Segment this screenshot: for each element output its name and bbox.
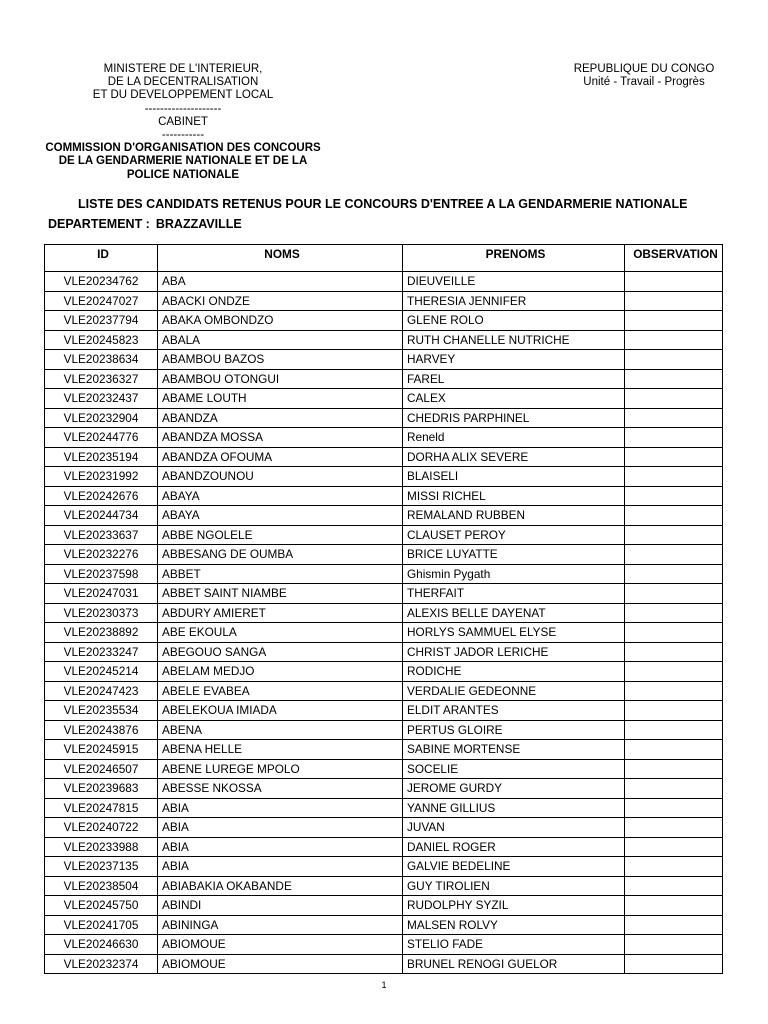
document-title: LISTE DES CANDIDATS RETENUS POUR LE CONCOURS D'ENTREE A LA GENDARMERIE NATIONALE bbox=[78, 197, 688, 211]
cell-prenom: Reneld bbox=[403, 428, 625, 448]
table-row bbox=[45, 428, 723, 448]
cell-prenom: MISSI RICHEL bbox=[403, 486, 625, 506]
cell-prenom: PERTUS GLOIRE bbox=[403, 720, 625, 740]
cell-id: VLE20244776 bbox=[45, 428, 158, 448]
cell-observation bbox=[625, 545, 723, 565]
cell-nom: ABAYA bbox=[158, 506, 403, 526]
cell-nom: ABAYA bbox=[158, 486, 403, 506]
cell-prenom: HARVEY bbox=[403, 350, 625, 370]
cell-id: VLE20232904 bbox=[45, 408, 158, 428]
table-row bbox=[45, 740, 723, 760]
cell-nom: ABANDZOUNOU bbox=[158, 467, 403, 487]
commission-line-2: DE LA GENDARMERIE NATIONALE ET DE LA bbox=[58, 155, 308, 168]
cell-observation bbox=[625, 935, 723, 955]
table-row bbox=[45, 311, 723, 331]
cell-id: VLE20245214 bbox=[45, 662, 158, 682]
cell-id: VLE20237794 bbox=[45, 311, 158, 331]
table-row bbox=[45, 408, 723, 428]
cell-observation bbox=[625, 408, 723, 428]
column-header-prenoms: PRENOMS bbox=[403, 245, 625, 272]
cell-prenom: ELDIT ARANTES bbox=[403, 701, 625, 721]
table-row bbox=[45, 954, 723, 974]
cell-id: VLE20247027 bbox=[45, 291, 158, 311]
cell-nom: ABALA bbox=[158, 330, 403, 350]
cell-id: VLE20245915 bbox=[45, 740, 158, 760]
cell-id: VLE20238634 bbox=[45, 350, 158, 370]
cell-observation bbox=[625, 915, 723, 935]
cell-prenom: CLAUSET PEROY bbox=[403, 525, 625, 545]
department-label: DEPARTEMENT : bbox=[48, 217, 150, 231]
cell-prenom: BRICE LUYATTE bbox=[403, 545, 625, 565]
table-row bbox=[45, 798, 723, 818]
cell-id: VLE20247423 bbox=[45, 681, 158, 701]
cell-observation bbox=[625, 447, 723, 467]
cell-id: VLE20238504 bbox=[45, 876, 158, 896]
cell-nom: ABBET SAINT NIAMBE bbox=[158, 584, 403, 604]
cell-nom: ABBET bbox=[158, 564, 403, 584]
cell-prenom: GLENE ROLO bbox=[403, 311, 625, 331]
cell-id: VLE20246507 bbox=[45, 759, 158, 779]
ministry-line-1: MINISTERE DE L'INTERIEUR, bbox=[103, 63, 263, 75]
cell-id: VLE20237135 bbox=[45, 857, 158, 877]
cell-observation bbox=[625, 291, 723, 311]
cell-prenom: THERFAIT bbox=[403, 584, 625, 604]
cell-prenom: GUY TIROLIEN bbox=[403, 876, 625, 896]
cell-nom: ABEGOUO SANGA bbox=[158, 642, 403, 662]
cell-observation bbox=[625, 603, 723, 623]
cell-observation bbox=[625, 272, 723, 292]
cell-nom: ABIA bbox=[158, 798, 403, 818]
cell-id: VLE20235194 bbox=[45, 447, 158, 467]
cell-id: VLE20241705 bbox=[45, 915, 158, 935]
cell-nom: ABENE LUREGE MPOLO bbox=[158, 759, 403, 779]
cell-observation bbox=[625, 330, 723, 350]
cell-observation bbox=[625, 876, 723, 896]
table-row bbox=[45, 681, 723, 701]
table-row bbox=[45, 389, 723, 409]
cell-observation bbox=[625, 506, 723, 526]
cell-id: VLE20242676 bbox=[45, 486, 158, 506]
cell-observation bbox=[625, 311, 723, 331]
table-row bbox=[45, 720, 723, 740]
cell-prenom: DIEUVEILLE bbox=[403, 272, 625, 292]
table-row bbox=[45, 662, 723, 682]
cell-nom: ABDURY AMIERET bbox=[158, 603, 403, 623]
cell-nom: ABA bbox=[158, 272, 403, 292]
cell-nom: ABENA bbox=[158, 720, 403, 740]
cell-id: VLE20232437 bbox=[45, 389, 158, 409]
cell-id: VLE20235534 bbox=[45, 701, 158, 721]
commission-line-1: COMMISSION D'ORGANISATION DES CONCOURS bbox=[45, 142, 321, 155]
cell-id: VLE20246630 bbox=[45, 935, 158, 955]
cell-id: VLE20233637 bbox=[45, 525, 158, 545]
ministry-line-3: ET DU DEVELOPPEMENT LOCAL bbox=[92, 89, 274, 102]
header-separator-2: ----------- bbox=[161, 129, 205, 142]
cell-id: VLE20233247 bbox=[45, 642, 158, 662]
page-number: 1 bbox=[381, 980, 387, 990]
table-row bbox=[45, 564, 723, 584]
cell-observation bbox=[625, 759, 723, 779]
table-row bbox=[45, 896, 723, 916]
department-line bbox=[48, 217, 242, 231]
cell-nom: ABIOMOUE bbox=[158, 954, 403, 974]
cell-prenom: CALEX bbox=[403, 389, 625, 409]
cell-nom: ABBESANG DE OUMBA bbox=[158, 545, 403, 565]
cell-id: VLE20231992 bbox=[45, 467, 158, 487]
cell-prenom: SABINE MORTENSE bbox=[403, 740, 625, 760]
cell-observation bbox=[625, 350, 723, 370]
table-row bbox=[45, 623, 723, 643]
cell-observation bbox=[625, 369, 723, 389]
cell-nom: ABENA HELLE bbox=[158, 740, 403, 760]
cell-prenom: CHEDRIS PARPHINEL bbox=[403, 408, 625, 428]
cell-observation bbox=[625, 818, 723, 838]
cell-id: VLE20232374 bbox=[45, 954, 158, 974]
table-row bbox=[45, 330, 723, 350]
table-row bbox=[45, 603, 723, 623]
cell-observation bbox=[625, 389, 723, 409]
cell-observation bbox=[625, 740, 723, 760]
table-row bbox=[45, 291, 723, 311]
cell-nom: ABIA bbox=[158, 837, 403, 857]
cell-id: VLE20247031 bbox=[45, 584, 158, 604]
table-row bbox=[45, 467, 723, 487]
cell-prenom: DANIEL ROGER bbox=[403, 837, 625, 857]
cell-prenom: HORLYS SAMMUEL ELYSE bbox=[403, 623, 625, 643]
cell-observation bbox=[625, 798, 723, 818]
cell-observation bbox=[625, 896, 723, 916]
cell-nom: ABIA bbox=[158, 818, 403, 838]
cell-observation bbox=[625, 467, 723, 487]
ministry-header bbox=[40, 63, 326, 182]
table-row bbox=[45, 759, 723, 779]
cell-prenom: MALSEN ROLVY bbox=[403, 915, 625, 935]
table-row bbox=[45, 935, 723, 955]
cell-nom: ABELE EVABEA bbox=[158, 681, 403, 701]
republic-header bbox=[560, 63, 728, 89]
cell-prenom: BRUNEL RENOGI GUELOR bbox=[403, 954, 625, 974]
country-name: REPUBLIQUE DU CONGO bbox=[573, 63, 715, 75]
national-motto: Unité - Travail - Progrès bbox=[583, 76, 705, 89]
cell-nom: ABANDZA MOSSA bbox=[158, 428, 403, 448]
cell-observation bbox=[625, 720, 723, 740]
cell-prenom: GALVIE BEDELINE bbox=[403, 857, 625, 877]
cell-id: VLE20244734 bbox=[45, 506, 158, 526]
cell-nom: ABIABAKIA OKABANDE bbox=[158, 876, 403, 896]
cell-id: VLE20243876 bbox=[45, 720, 158, 740]
table-row bbox=[45, 876, 723, 896]
commission-line-3: POLICE NATIONALE bbox=[126, 168, 240, 181]
cell-id: VLE20245823 bbox=[45, 330, 158, 350]
cell-prenom: FAREL bbox=[403, 369, 625, 389]
cell-observation bbox=[625, 623, 723, 643]
cell-observation bbox=[625, 779, 723, 799]
cell-nom: ABESSE NKOSSA bbox=[158, 779, 403, 799]
cell-nom: ABELAM MEDJO bbox=[158, 662, 403, 682]
cell-prenom: SOCELIE bbox=[403, 759, 625, 779]
cabinet-label: CABINET bbox=[158, 115, 208, 128]
column-header-id: ID bbox=[45, 245, 158, 272]
cell-observation bbox=[625, 564, 723, 584]
cell-prenom: BLAISELI bbox=[403, 467, 625, 487]
cell-nom: ABIA bbox=[158, 857, 403, 877]
cell-prenom: VERDALIE GEDEONNE bbox=[403, 681, 625, 701]
cell-observation bbox=[625, 701, 723, 721]
cell-nom: ABANDZA bbox=[158, 408, 403, 428]
cell-observation bbox=[625, 681, 723, 701]
cell-observation bbox=[625, 428, 723, 448]
cell-prenom: Ghismin Pygath bbox=[403, 564, 625, 584]
cell-prenom: JUVAN bbox=[403, 818, 625, 838]
table-row bbox=[45, 915, 723, 935]
cell-nom: ABAME LOUTH bbox=[158, 389, 403, 409]
cell-nom: ABBE NGOLELE bbox=[158, 525, 403, 545]
cell-observation bbox=[625, 837, 723, 857]
cell-nom: ABELEKOUA IMIADA bbox=[158, 701, 403, 721]
cell-observation bbox=[625, 642, 723, 662]
table-row bbox=[45, 447, 723, 467]
cell-nom: ABAMBOU OTONGUI bbox=[158, 369, 403, 389]
cell-prenom: RODICHE bbox=[403, 662, 625, 682]
cell-prenom: ALEXIS BELLE DAYENAT bbox=[403, 603, 625, 623]
table-header-row bbox=[45, 245, 723, 272]
cell-observation bbox=[625, 584, 723, 604]
cell-id: VLE20236327 bbox=[45, 369, 158, 389]
header-separator-1: -------------------- bbox=[144, 102, 222, 115]
cell-id: VLE20238892 bbox=[45, 623, 158, 643]
cell-observation bbox=[625, 857, 723, 877]
cell-id: VLE20234762 bbox=[45, 272, 158, 292]
cell-prenom: REMALAND RUBBEN bbox=[403, 506, 625, 526]
cell-nom: ABAKA OMBONDZO bbox=[158, 311, 403, 331]
cell-id: VLE20237598 bbox=[45, 564, 158, 584]
table-row bbox=[45, 545, 723, 565]
cell-id: VLE20230373 bbox=[45, 603, 158, 623]
cell-prenom: YANNE GILLIUS bbox=[403, 798, 625, 818]
table-row bbox=[45, 584, 723, 604]
table-row bbox=[45, 779, 723, 799]
cell-observation bbox=[625, 954, 723, 974]
table-row bbox=[45, 486, 723, 506]
cell-nom: ABE EKOULA bbox=[158, 623, 403, 643]
cell-prenom: STELIO FADE bbox=[403, 935, 625, 955]
cell-id: VLE20240722 bbox=[45, 818, 158, 838]
ministry-line-2: DE LA DECENTRALISATION bbox=[107, 76, 259, 89]
cell-observation bbox=[625, 662, 723, 682]
candidates-table bbox=[44, 244, 723, 974]
table-row bbox=[45, 701, 723, 721]
table-row bbox=[45, 525, 723, 545]
cell-id: VLE20232276 bbox=[45, 545, 158, 565]
column-header-noms: NOMS bbox=[158, 245, 403, 272]
table-row bbox=[45, 642, 723, 662]
cell-prenom: RUTH CHANELLE NUTRICHE bbox=[403, 330, 625, 350]
cell-id: VLE20239683 bbox=[45, 779, 158, 799]
column-header-observation: OBSERVATION bbox=[625, 245, 723, 272]
table-row bbox=[45, 350, 723, 370]
table-row bbox=[45, 272, 723, 292]
cell-nom: ABININGA bbox=[158, 915, 403, 935]
cell-prenom: CHRIST JADOR LERICHE bbox=[403, 642, 625, 662]
cell-prenom: THERESIA JENNIFER bbox=[403, 291, 625, 311]
cell-nom: ABINDI bbox=[158, 896, 403, 916]
table-row bbox=[45, 369, 723, 389]
cell-nom: ABACKI ONDZE bbox=[158, 291, 403, 311]
cell-id: VLE20233988 bbox=[45, 837, 158, 857]
cell-prenom: JEROME GURDY bbox=[403, 779, 625, 799]
cell-prenom: DORHA ALIX SEVERE bbox=[403, 447, 625, 467]
cell-observation bbox=[625, 525, 723, 545]
table-row bbox=[45, 818, 723, 838]
cell-prenom: RUDOLPHY SYZIL bbox=[403, 896, 625, 916]
cell-nom: ABAMBOU BAZOS bbox=[158, 350, 403, 370]
cell-observation bbox=[625, 486, 723, 506]
department-value: BRAZZAVILLE bbox=[155, 217, 242, 231]
cell-id: VLE20245750 bbox=[45, 896, 158, 916]
table-row bbox=[45, 857, 723, 877]
table-row bbox=[45, 837, 723, 857]
cell-nom: ABIOMOUE bbox=[158, 935, 403, 955]
cell-id: VLE20247815 bbox=[45, 798, 158, 818]
table-row bbox=[45, 506, 723, 526]
cell-nom: ABANDZA OFOUMA bbox=[158, 447, 403, 467]
